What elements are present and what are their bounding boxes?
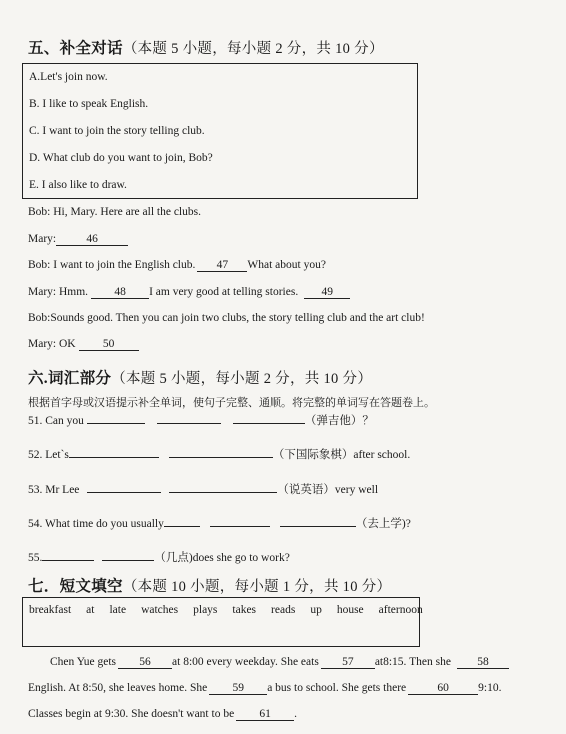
dialogue-line-5: Bob:Sounds good. Then you can join two clubs, the story telling club and the art club! (28, 312, 425, 324)
option-b: B. I like to speak English. (29, 98, 149, 110)
answer-blank-59[interactable]: 59 (209, 682, 267, 695)
option-d: D. What club do you want to join, Bob? (29, 152, 213, 164)
answer-blank-52-2[interactable] (169, 457, 273, 458)
word-bank-item: takes (232, 604, 257, 616)
option-c: C. I want to join the story telling club. (29, 125, 205, 137)
question-53: 53. Mr Lee （说英语）very well (28, 484, 379, 496)
word-bank-item: afternoon (378, 604, 423, 616)
word-bank-item: at (86, 604, 95, 616)
answer-blank-54-1[interactable] (164, 526, 200, 527)
answer-blank-57[interactable]: 57 (321, 656, 375, 669)
question-51: 51. Can you （弹吉他）？ (28, 415, 374, 427)
section5-heading (28, 36, 384, 58)
dialogue-line-1: Bob: Hi, Mary. Here are all the clubs. (28, 206, 201, 218)
section6-heading (28, 366, 372, 388)
section6-subtitle: （本题 5 小题，每小题 2 分，共 10 分） (111, 371, 373, 387)
answer-blank-51-3[interactable] (233, 423, 305, 424)
dialogue-line-2: Mary: 46 (28, 233, 128, 246)
option-a: A.Let's join now. (29, 71, 108, 83)
section6-title: 六.词汇部分 (28, 370, 112, 387)
word-bank-item: plays (193, 604, 218, 616)
answer-blank-52-1[interactable] (69, 457, 159, 458)
section7-heading (28, 574, 391, 596)
answer-blank-61[interactable]: 61 (236, 708, 294, 721)
dialogue-line-6: Mary: OK 50 (28, 338, 139, 351)
answer-blank-53-1[interactable] (87, 492, 161, 493)
answer-blank-49[interactable]: 49 (304, 286, 350, 299)
answer-blank-50[interactable]: 50 (79, 338, 139, 351)
section5-title: 五、补全对话 (28, 40, 123, 57)
answer-blank-56[interactable]: 56 (118, 656, 172, 669)
question-55: 55. （几点)does she go to work? (28, 552, 290, 564)
section7-subtitle: （本题 10 小题，每小题 1 分，共 10 分） (122, 579, 392, 595)
word-bank-item: late (109, 604, 127, 616)
passage-line-2: English. At 8:50, she leaves home. She 59 a bus to school. She gets there 60 9:10. (28, 682, 502, 694)
answer-blank-58[interactable]: 58 (457, 656, 509, 669)
question-54: 54. What time do you usually （去上学)? (28, 518, 411, 530)
answer-blank-55-1[interactable] (42, 560, 94, 561)
answer-blank-48[interactable]: 48 (91, 286, 149, 299)
word-bank (29, 604, 423, 616)
word-bank-item: house (336, 604, 364, 616)
answer-blank-51-2[interactable] (157, 423, 221, 424)
section5-subtitle: （本题 5 小题，每小题 2 分，共 10 分） (122, 41, 384, 57)
dialogue-line-3: Bob: I want to join the English club. 47 What about you? (28, 259, 326, 271)
question-52: 52. Let`s （下国际象棋）after school. (28, 449, 411, 461)
answer-blank-46[interactable]: 46 (56, 233, 128, 246)
section7-title: 七．短文填空 (28, 578, 123, 595)
answer-blank-55-2[interactable] (102, 560, 154, 561)
word-bank-item: watches (141, 604, 179, 616)
answer-blank-53-2[interactable] (169, 492, 277, 493)
word-bank-item: reads (271, 604, 296, 616)
answer-blank-51-1[interactable] (87, 423, 145, 424)
dialogue-line-4: Mary: Hmm. 48 I am very good at telling stories. 49 (28, 286, 350, 299)
answer-blank-60[interactable]: 60 (408, 682, 478, 695)
answer-blank-47[interactable]: 47 (197, 259, 247, 272)
passage-line-3: Classes begin at 9:30. She doesn't want to be 61 . (28, 708, 298, 720)
word-bank-item: up (310, 604, 322, 616)
answer-blank-54-3[interactable] (280, 526, 356, 527)
option-e: E. I also like to draw. (29, 179, 127, 191)
passage-line-1: Chen Yue gets 56 at 8:00 every weekday. She eats 57 at8:15. Then she 58 (50, 656, 509, 669)
section6-instruction: 根据首字母或汉语提示补全单词，使句子完整、通顺。将完整的单词写在答题卷上。 (28, 397, 435, 409)
word-bank-item: breakfast (29, 604, 72, 616)
answer-blank-54-2[interactable] (210, 526, 270, 527)
